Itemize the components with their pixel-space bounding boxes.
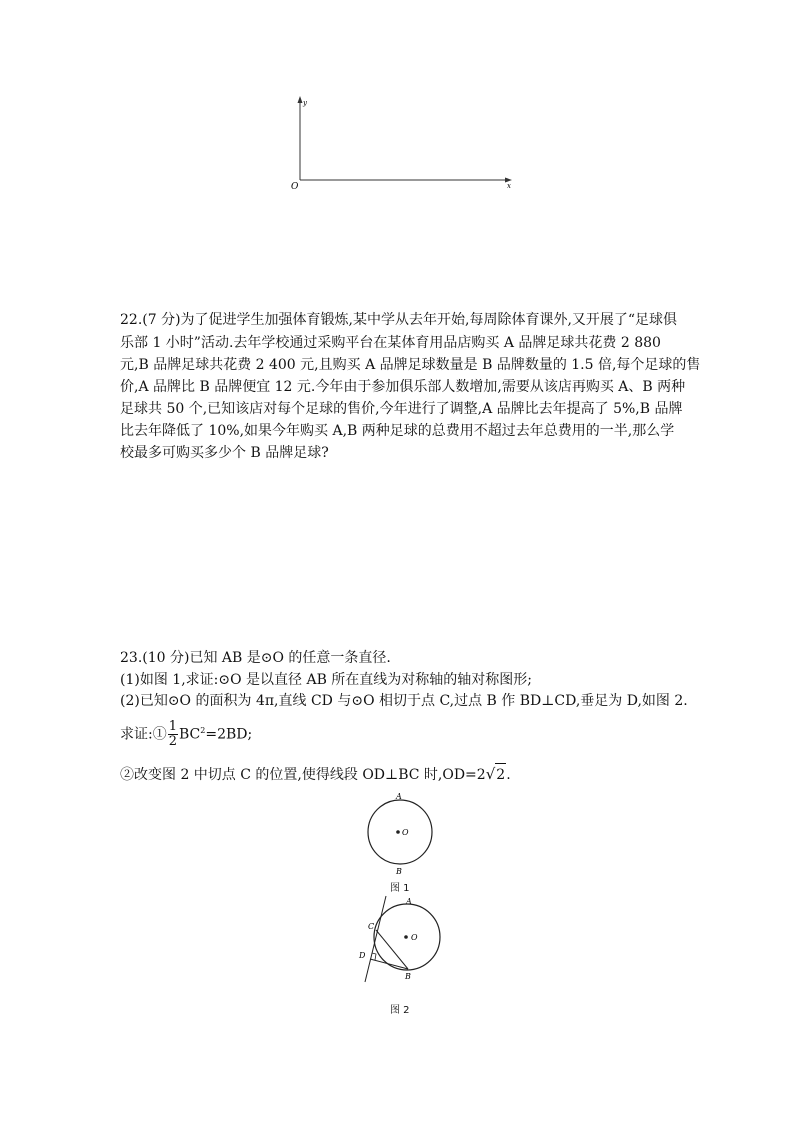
circle-o — [368, 800, 432, 864]
point-b-label: B — [396, 867, 402, 876]
sqrt-sign: √ — [485, 765, 496, 783]
center-point — [404, 935, 408, 939]
point-d-label: D — [359, 951, 366, 960]
q23-line-proof — [120, 716, 252, 750]
segment-db — [370, 959, 408, 969]
figure-2-circle — [350, 890, 450, 990]
point-a-label: A — [406, 897, 412, 906]
q22-line: 校最多可购买多少个 B 品牌足球? — [120, 445, 329, 461]
coordinate-axes-figure — [280, 90, 520, 200]
q23-part2-suffix: . — [506, 767, 511, 783]
q22-line: 22.(7 分)为了促进学生加强体育锻炼,某中学从去年开始,每周除体育课外,又开展了“足球俱 — [120, 312, 678, 328]
x-axis-label: x — [507, 182, 511, 190]
q22-line: 比去年降低了 10%,如果今年购买 A,B 两种足球的总费用不超过去年总费用的一半,那么学 — [120, 423, 675, 439]
fraction — [168, 720, 178, 749]
origin-label: O — [291, 182, 299, 192]
fraction-numerator: 1 — [168, 719, 177, 735]
figure-2-caption: 图 2 — [390, 1005, 410, 1016]
y-axis-arrow — [298, 96, 303, 103]
q23-line: (2)已知⊙O 的面积为 4π,直线 CD 与⊙O 相切于点 C,过点 B 作 BD⊥CD,垂足为 D,如图 2. — [120, 693, 688, 709]
q23-line-part2 — [120, 763, 511, 786]
y-axis-label: y — [303, 99, 307, 107]
q23-bc: BC — [179, 726, 201, 743]
point-o-label: O — [402, 828, 409, 837]
q23-exponent: 2 — [200, 726, 206, 735]
q23-part2-prefix: ②改变图 2 中切点 C 的位置,使得线段 OD⊥BC 时,OD=2 — [120, 767, 486, 783]
sqrt-radicand: 2 — [495, 763, 506, 786]
figure-1-circle — [355, 790, 445, 890]
right-angle-mark — [372, 953, 376, 960]
q23-proof-prefix: 求证:① — [120, 726, 167, 743]
point-o-label: O — [411, 933, 418, 942]
center-point — [396, 830, 400, 834]
q22-line: 价,A 品牌比 B 品牌便宜 12 元.今年由于参加俱乐部人数增加,需要从该店再购买 A、B 两种 — [120, 379, 686, 395]
q22-line: 元,B 品牌足球共花费 2 400 元,且购买 A 品牌足球数量是 B 品牌数量的 1.5 倍,每个足球的售 — [120, 357, 701, 373]
point-b-label: B — [405, 972, 411, 981]
q22-line: 乐部 1 小时”活动.去年学校通过采购平台在某体育用品店购买 A 品牌足球共花费 2 880 — [120, 335, 661, 351]
segment-cb — [376, 930, 408, 969]
point-c-label: C — [368, 922, 375, 931]
fraction-denominator: 2 — [168, 734, 177, 750]
q23-proof-suffix: =2BD; — [205, 726, 253, 743]
figure-1-caption: 图 1 — [390, 883, 410, 894]
point-a-label: A — [396, 792, 402, 801]
q22-line: 足球共 50 个,已知该店对每个足球的售价,今年进行了调整,A 品牌比去年提高了 5%,B 品牌 — [120, 401, 683, 417]
q23-line: (1)如图 1,求证:⊙O 是以直径 AB 所在直线为对称轴的轴对称图形; — [120, 672, 533, 688]
q23-line: 23.(10 分)已知 AB 是⊙O 的任意一条直径. — [120, 650, 391, 666]
